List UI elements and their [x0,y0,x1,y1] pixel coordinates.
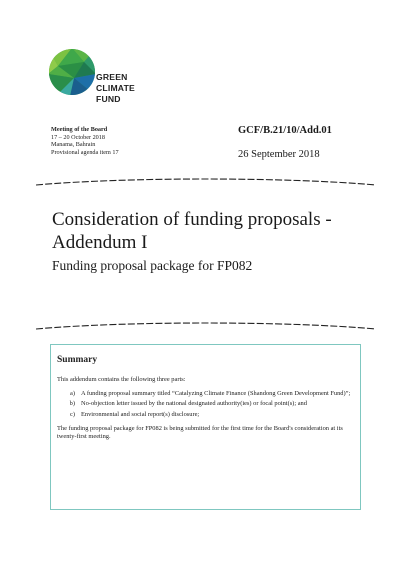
top-wave-divider [36,176,376,188]
summary-list [57,390,352,419]
list-item [57,390,352,398]
list-item [57,411,352,419]
summary-intro: This addendum contains the following three parts: [57,376,186,383]
gcf-logo [48,46,158,110]
page-subtitle: Funding proposal package for FP082 [52,258,253,273]
list-marker: b) [69,400,75,408]
list-item [57,400,352,408]
logo-line: GREEN [96,72,128,82]
logo-line: FUND [96,94,121,104]
meeting-info [51,126,119,156]
summary-box [50,344,361,510]
summary-closing: The funding proposal package for FP082 is being submitted for the first time for the Board's consideration at its twenty-first meeting. [57,424,343,441]
gcf-logo-text [96,72,135,105]
page-title: Consideration of funding proposals - Addendum I [52,209,332,253]
document-symbol: GCF/B.21/10/Add.01 [238,125,332,136]
gcf-globe-icon [48,48,96,96]
bottom-wave-divider [36,320,376,332]
meeting-heading: Meeting of the Board [51,126,108,133]
list-item-text: Environmental and social report(s) disclosure; [81,410,200,418]
list-item-text: A funding proposal summary titled “Catalyzing Climate Finance (Shandong Green Development Fund)”; [81,390,351,398]
list-marker: c) [70,410,75,418]
summary-heading: Summary [57,355,98,365]
agenda-item: Provisional agenda item 17 [51,148,119,156]
meeting-location: Manama, Bahrain [51,141,96,149]
logo-line: CLIMATE [96,83,135,93]
meeting-dates: 17 – 20 October 2018 [51,133,105,141]
list-item-text: No-objection letter issued by the national designated authority(ies) or focal point(s); and [81,400,307,408]
document-date: 26 September 2018 [238,149,320,160]
document-info [238,124,332,162]
list-marker: a) [70,390,75,398]
